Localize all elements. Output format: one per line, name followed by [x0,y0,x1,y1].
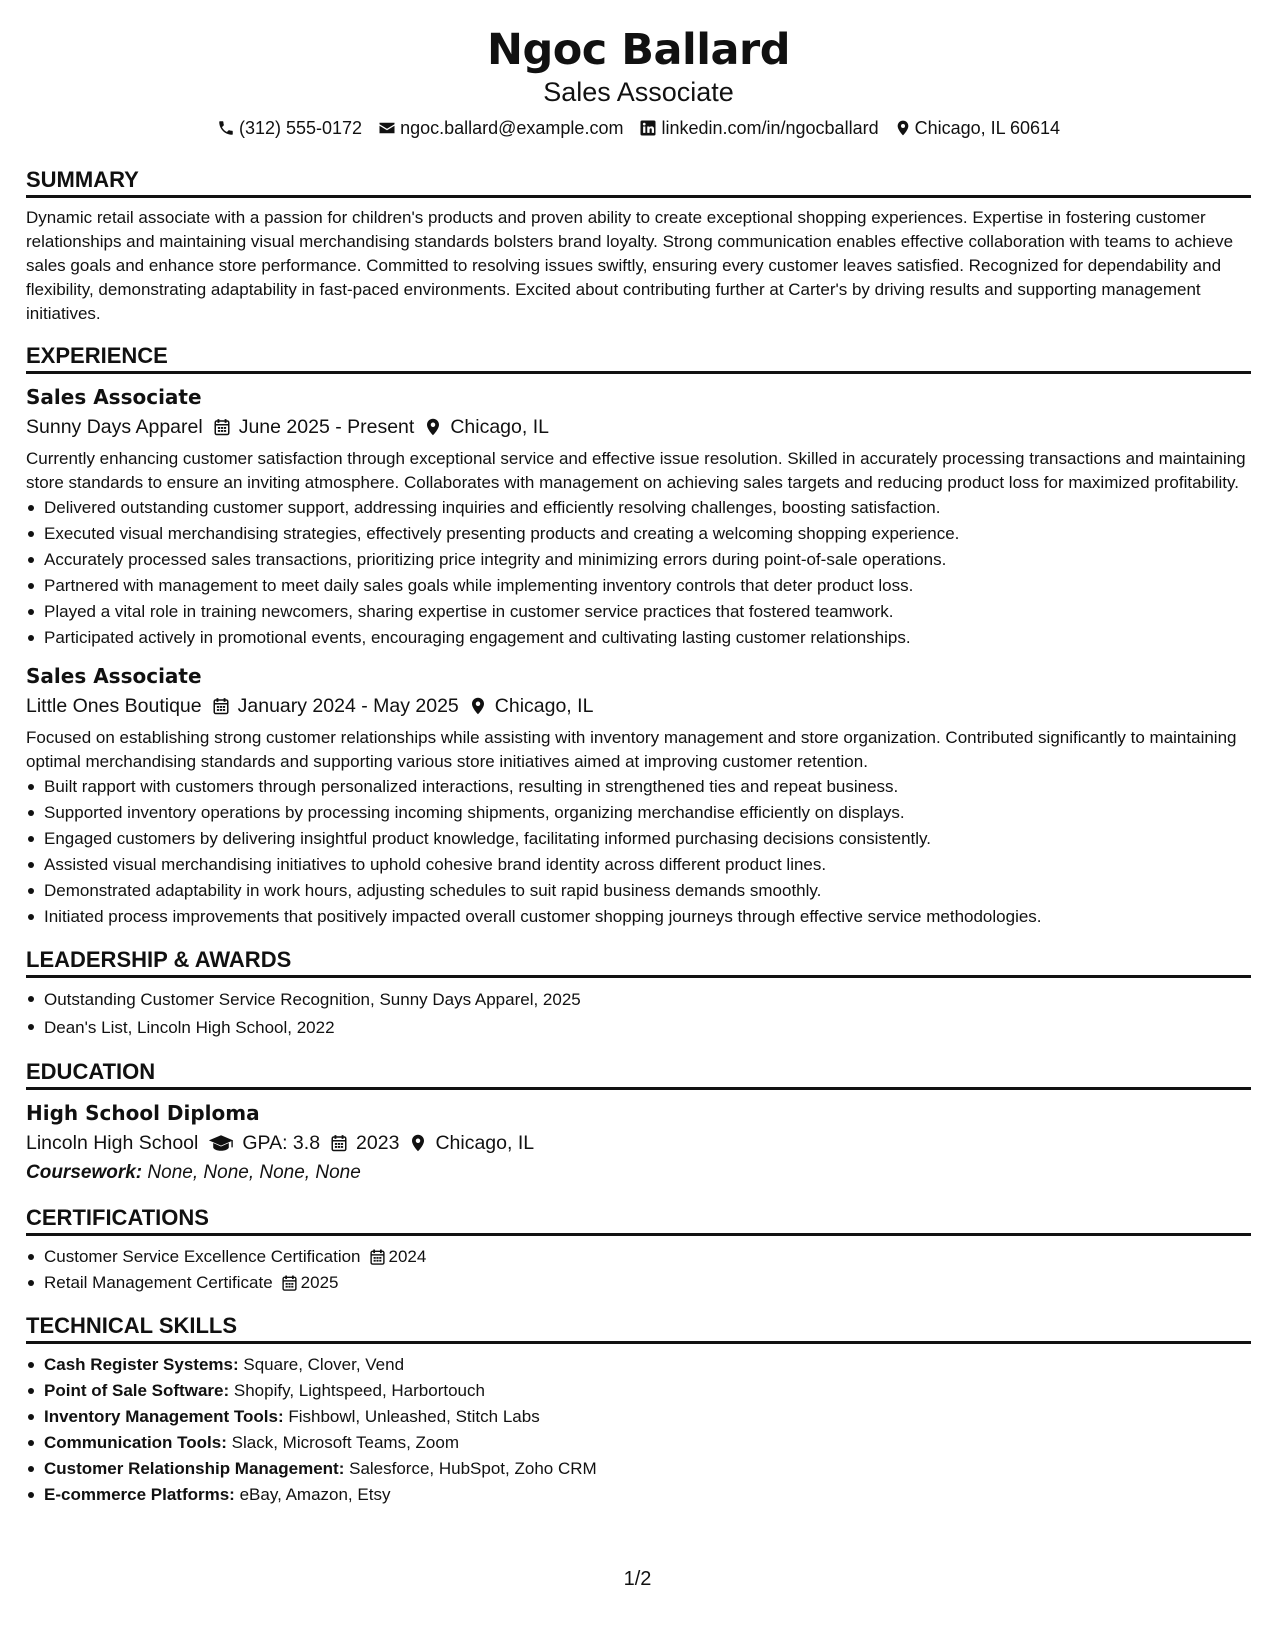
list-item: Participated actively in promotional events, encouraging engagement and cultivating lasting customer relationships. [26,625,1251,651]
skill-label: Inventory Management Tools: [44,1407,284,1426]
list-item [26,1482,1251,1508]
summary-text: Dynamic retail associate with a passion for children's products and proven ability to create exceptional shopping experiences. Expertise in fostering customer relationships and maintaining visual merchandising standards bolsters brand loyalty. Strong communication enables effective collaboration with teams to achieve sales goals and enhance store performance. Committed to resolving issues swiftly, ensuring every customer leaves satisfied. Recognized for dependability and flexibility, demonstrating adaptability in fast-paced environments. Excited about contributing further at Carter's by driving results and supporting management initiatives. [26,208,1234,323]
envelope-icon [378,119,396,137]
skill-value: Square, Clover, Vend [243,1355,405,1374]
graduation-cap-icon [208,1133,234,1153]
contact-email[interactable] [378,116,623,140]
map-pin-icon [895,119,911,137]
job-dates: January 2024 - May 2025 [237,695,459,717]
candidate-role: Sales Associate [543,77,734,107]
experience-heading: EXPERIENCE [26,342,1251,374]
skill-label: Customer Relationship Management: [44,1459,345,1478]
skill-value: Fishbowl, Unleashed, Stitch Labs [288,1407,540,1426]
calendar-icon [213,417,231,437]
list-item: Executed visual merchandising strategies, effectively presenting products and creating a welcoming shopping experience. [26,521,1251,547]
job-meta [26,691,1251,721]
job-company: Little Ones Boutique [26,695,202,717]
contact-phone [217,116,362,140]
cert-year: 2025 [300,1273,339,1292]
list-item: Demonstrated adaptability in work hours, adjusting schedules to suit rapid business demands smoothly. [26,878,1251,904]
job-entry [26,661,1251,930]
contact-linkedin[interactable] [639,116,878,140]
degree-title: High School Diploma [26,1101,260,1125]
experience-section [26,342,1251,930]
contact-email-text[interactable]: ngoc.ballard@example.com [400,118,624,138]
school-name: Lincoln High School [26,1132,199,1154]
skill-label: Communication Tools: [44,1433,227,1452]
list-item: Delivered outstanding customer support, addressing inquiries and efficiently resolving challenges, boosting satisfaction. [26,495,1251,521]
list-item: Supported inventory operations by processing incoming shipments, organizing merchandise efficiently on displays. [26,800,1251,826]
job-description: Currently enhancing customer satisfaction through exceptional service and effective issue resolution. Skilled in accurately processing transactions and maintaining store standards to ensure an inviting atmosphere. Collaborates with management on achieving sales targets and reducing product loss for maximized profitability. [26,449,1246,492]
candidate-name: Ngoc Ballard [486,25,791,75]
list-item: Initiated process improvements that positively impacted overall customer shopping journeys through effective service methodologies. [26,904,1251,930]
list-item: Engaged customers by delivering insightful product knowledge, facilitating informed purchasing decisions consistently. [26,826,1251,852]
education-meta [26,1128,1251,1158]
map-pin-icon [469,696,487,716]
gpa: GPA: 3.8 [242,1132,321,1154]
skill-label: Cash Register Systems: [44,1355,239,1374]
skills-list [26,1352,1251,1508]
job-entry [26,382,1251,651]
list-item: Built rapport with customers through personalized interactions, resulting in strengthened ties and repeat business. [26,774,1251,800]
cert-year: 2024 [388,1247,427,1266]
job-bullets [26,774,1251,930]
coursework-label: Coursework: [26,1162,143,1183]
coursework-value: None, None, None, None [147,1162,361,1183]
list-item [26,1404,1251,1430]
leadership-list [26,986,1251,1042]
list-item [26,1456,1251,1482]
job-dates: June 2025 - Present [238,416,415,438]
map-pin-icon [409,1133,427,1153]
summary-heading: SUMMARY [26,166,1251,198]
list-item: Dean's List, Lincoln High School, 2022 [26,1014,1251,1042]
skill-value: Shopify, Lightspeed, Harbortouch [233,1381,485,1400]
linkedin-icon [639,119,657,137]
job-bullets [26,495,1251,651]
list-item [26,1430,1251,1456]
phone-icon [217,119,235,137]
list-item [26,1270,1251,1296]
skill-label: E-commerce Platforms: [44,1485,235,1504]
skill-value: Salesforce, HubSpot, Zoho CRM [349,1459,597,1478]
cert-name: Retail Management Certificate [44,1273,273,1292]
job-company: Sunny Days Apparel [26,416,203,438]
list-item: Partnered with management to meet daily sales goals while implementing inventory controls that deter product loss. [26,573,1251,599]
calendar-icon [212,696,230,716]
contact-phone-text: (312) 555-0172 [238,118,363,138]
skills-heading: TECHNICAL SKILLS [26,1312,1251,1344]
list-item: Outstanding Customer Service Recognition, Sunny Days Apparel, 2025 [26,986,1251,1014]
education-section [26,1058,1251,1188]
contact-linkedin-text[interactable]: linkedin.com/in/ngocballard [661,118,879,138]
calendar-icon [330,1133,348,1153]
contact-bar [26,116,1251,140]
contact-location [895,116,1060,140]
skill-value: Slack, Microsoft Teams, Zoom [231,1433,459,1452]
job-title: Sales Associate [26,385,202,409]
list-item [26,1352,1251,1378]
education-heading: EDUCATION [26,1058,1251,1090]
job-title: Sales Associate [26,664,202,688]
list-item: Played a vital role in training newcomers, sharing expertise in customer service practices that fostered teamwork. [26,599,1251,625]
job-location: Chicago, IL [450,416,549,438]
skill-label: Point of Sale Software: [44,1381,230,1400]
list-item: Accurately processed sales transactions, prioritizing price integrity and minimizing errors during point-of-sale operations. [26,547,1251,573]
certifications-heading: CERTIFICATIONS [26,1204,1251,1236]
school-location: Chicago, IL [435,1132,535,1154]
coursework [26,1158,1251,1188]
certifications-section [26,1204,1251,1296]
job-location: Chicago, IL [494,695,594,717]
list-item [26,1378,1251,1404]
list-item: Assisted visual merchandising initiatives to uphold cohesive brand identity across different product lines. [26,852,1251,878]
contact-location-text: Chicago, IL 60614 [914,118,1061,138]
page-number: 1/2 [623,1568,652,1590]
leadership-section [26,946,1251,1042]
skill-value: eBay, Amazon, Etsy [239,1485,391,1504]
list-item [26,1244,1251,1270]
cert-name: Customer Service Excellence Certification [44,1247,361,1266]
skills-section [26,1312,1251,1508]
leadership-heading: LEADERSHIP & AWARDS [26,946,1251,978]
resume-page [26,0,1251,1508]
calendar-icon [281,1274,298,1292]
job-meta [26,412,1251,442]
summary-section [26,166,1251,326]
calendar-icon [369,1248,386,1266]
map-pin-icon [424,417,442,437]
graduation-year: 2023 [356,1132,400,1154]
certifications-list [26,1244,1251,1296]
resume-header [26,0,1251,140]
job-description: Focused on establishing strong customer relationships while assisting with inventory management and store organization. Contributed significantly to maintaining optimal merchandising standards and supporting various store initiatives aimed at improving customer retention. [26,728,1237,771]
